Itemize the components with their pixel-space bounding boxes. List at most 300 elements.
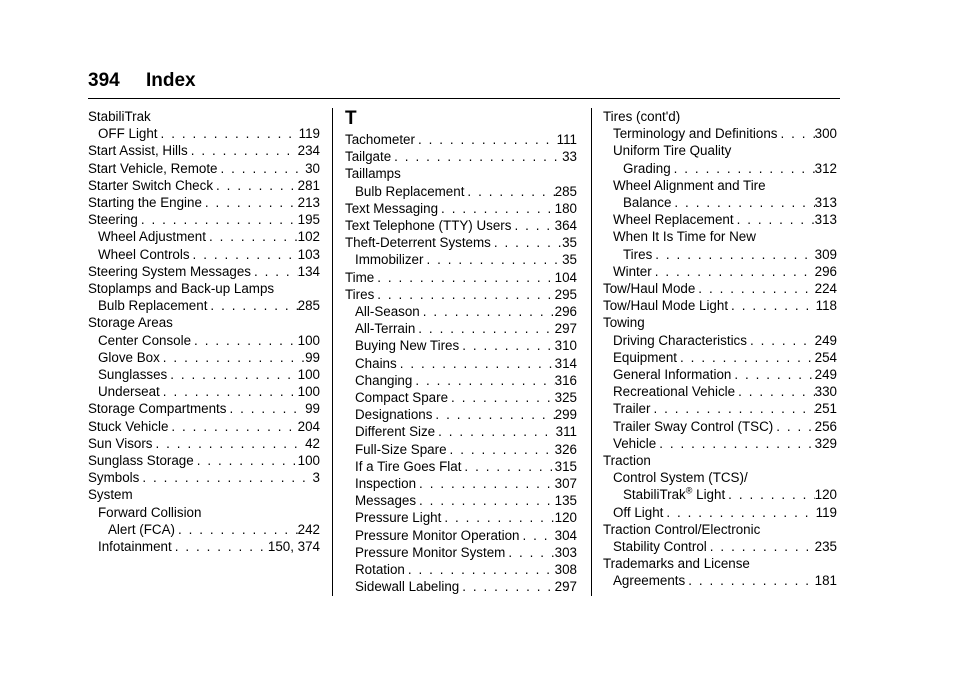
index-entry [345, 578, 577, 595]
index-entry [345, 527, 577, 544]
dot-leader [438, 200, 555, 217]
page-reference: 297 [554, 321, 577, 337]
index-entry [603, 297, 837, 314]
entry-term-text: Control System (TCS)/ [613, 470, 748, 486]
entry-term [355, 423, 435, 440]
index-entry [603, 555, 837, 572]
page-reference: 329 [814, 435, 837, 451]
dot-leader [397, 355, 555, 372]
entry-term [355, 492, 416, 509]
entry-term [98, 383, 160, 400]
page-reference: 315 [554, 458, 577, 474]
entry-term [613, 572, 685, 589]
entry-term [345, 234, 491, 251]
entry-term-text: Stoplamps and Back-up Lamps [88, 281, 275, 297]
entry-term [88, 418, 168, 435]
entry-term-text: Wheel Replacement [613, 212, 734, 228]
index-entry [603, 435, 837, 452]
index-entry [88, 297, 320, 314]
dot-leader [459, 337, 554, 354]
page-reference: 180 [554, 200, 577, 216]
page-reference: 316 [554, 372, 577, 388]
page-reference: 234 [297, 143, 320, 159]
page-reference: 120 [814, 487, 837, 503]
dot-leader [138, 211, 298, 228]
index-entry [345, 337, 577, 354]
entry-term [603, 297, 728, 314]
entry-term-text: System [88, 487, 133, 503]
index-entry [603, 314, 837, 331]
entry-term [345, 200, 438, 217]
index-entry [603, 177, 837, 194]
dot-leader [652, 246, 814, 263]
entry-term-text: StabiliTrak [623, 487, 686, 503]
index-entry [345, 165, 577, 182]
index-entry [88, 383, 320, 400]
entry-term-text: When It Is Time for New [613, 229, 756, 245]
index-entry [345, 131, 577, 148]
index-column-3 [603, 108, 837, 590]
page-reference: 224 [814, 281, 837, 297]
entry-term [98, 228, 206, 245]
entry-term-text: Center Console [98, 332, 192, 348]
entry-term-text: Different Size [355, 424, 436, 440]
dot-leader [190, 246, 298, 263]
page-reference: 308 [554, 562, 577, 578]
page-reference: 235 [814, 539, 837, 555]
entry-term [98, 538, 172, 555]
entry-term [613, 125, 778, 142]
page-reference: 313 [814, 212, 837, 228]
page-reference: 296 [814, 263, 837, 279]
dot-leader [695, 280, 814, 297]
dot-leader [420, 303, 555, 320]
entry-term [613, 142, 731, 159]
entry-term [88, 314, 173, 331]
entry-term-text: Recreational Vehicle [613, 384, 736, 400]
page-reference: 297 [554, 579, 577, 595]
dot-leader [734, 211, 815, 228]
page-reference: 249 [814, 332, 837, 348]
index-entry [345, 217, 577, 234]
column-divider [591, 108, 592, 596]
entry-term [355, 441, 447, 458]
dot-leader [207, 297, 297, 314]
index-entry [88, 504, 320, 521]
entry-term-text: Sunglass Storage [88, 453, 194, 469]
entry-term-text: Forward Collision [98, 504, 202, 520]
entry-term [345, 286, 374, 303]
entry-term [355, 372, 412, 389]
index-entry [603, 332, 837, 349]
page-reference: 42 [305, 435, 320, 451]
page-number: 394 [88, 70, 120, 91]
dot-leader [491, 234, 562, 251]
index-entry [345, 509, 577, 526]
entry-term-text: Inspection [355, 476, 417, 492]
entry-term-text: Equipment [613, 349, 678, 365]
entry-term-text: Infotainment [98, 539, 172, 555]
index-entry [88, 142, 320, 159]
index-entry [88, 263, 320, 280]
entry-term-text: Winter [613, 263, 652, 279]
index-entry [345, 234, 577, 251]
entry-term-text: Towing [603, 315, 645, 331]
index-entry [345, 389, 577, 406]
entry-term-text: General Information [613, 367, 732, 383]
entry-term-text: StabiliTrak [88, 109, 151, 124]
dot-leader [412, 372, 554, 389]
index-entry [345, 458, 577, 475]
entry-term [88, 263, 251, 280]
index-entry [603, 572, 837, 589]
entry-term [355, 475, 416, 492]
entry-term-text: Wheel Adjustment [98, 229, 206, 245]
page-header [88, 70, 840, 94]
dot-leader [671, 160, 815, 177]
dot-leader [416, 492, 555, 509]
entry-term [603, 521, 760, 538]
dot-leader [153, 435, 306, 452]
entry-term [98, 332, 191, 349]
index-entry [345, 303, 577, 320]
entry-term-text: Sidewall Labeling [355, 579, 460, 595]
page-reference: 99 [305, 349, 320, 365]
index-entry [345, 561, 577, 578]
page-reference: 181 [814, 573, 837, 589]
page-reference: 303 [554, 544, 577, 560]
page-reference: 312 [814, 160, 837, 176]
entry-term [603, 452, 651, 469]
entry-term-text: If a Tire Goes Flat [355, 458, 462, 474]
entry-term [355, 355, 397, 372]
dot-leader [416, 475, 555, 492]
entry-term [613, 228, 756, 245]
entry-term [88, 211, 138, 228]
page-reference: 102 [297, 229, 320, 245]
entry-term-text: Tires [623, 246, 653, 262]
dot-leader [650, 400, 814, 417]
page-reference: 285 [297, 298, 320, 314]
entry-term [345, 269, 374, 286]
dot-leader [652, 263, 815, 280]
dot-leader [725, 486, 814, 503]
entry-term [623, 486, 725, 503]
index-entry [345, 406, 577, 423]
entry-term-text: Chains [355, 355, 397, 371]
entry-term [355, 406, 432, 423]
entry-term-text: Time [345, 269, 375, 285]
page-reference: 310 [554, 338, 577, 354]
dot-leader [731, 366, 814, 383]
entry-term-text: Sun Visors [88, 435, 153, 451]
dot-leader [374, 269, 554, 286]
entry-term-text: Changing [355, 372, 413, 388]
index-entry [603, 211, 837, 228]
entry-term-text: Rotation [355, 562, 405, 578]
entry-term-text: All-Terrain [355, 321, 416, 337]
index-entry [603, 469, 837, 486]
entry-term [108, 521, 175, 538]
page-reference: 330 [814, 384, 837, 400]
page-reference: 304 [554, 527, 577, 543]
page-reference: 134 [297, 263, 320, 279]
index-entry [88, 332, 320, 349]
index-entry [603, 108, 837, 125]
entry-term-text: Trailer Sway Control (TSC) [613, 418, 774, 434]
page-reference: 195 [297, 212, 320, 228]
entry-term [613, 469, 748, 486]
entry-term [98, 366, 167, 383]
entry-term [613, 263, 652, 280]
index-entry [603, 486, 837, 503]
entry-term [88, 194, 202, 211]
dot-leader [226, 400, 305, 417]
entry-term-text: Start Vehicle, Remote [88, 160, 218, 176]
page-reference: 100 [297, 332, 320, 348]
index-entry [88, 125, 320, 142]
entry-term-suffix: Light [692, 487, 726, 503]
index-entry [345, 269, 577, 286]
page-reference: 100 [297, 453, 320, 469]
entry-term-text: Starter Switch Check [88, 177, 214, 193]
entry-term [88, 142, 188, 159]
page-reference: 119 [298, 126, 320, 142]
page-reference: 325 [554, 390, 577, 406]
entry-term [613, 177, 766, 194]
page-reference: 119 [815, 504, 837, 520]
index-entry [603, 125, 837, 142]
index-entry [345, 320, 577, 337]
entry-term [98, 349, 160, 366]
entry-term [613, 349, 677, 366]
index-entry [603, 538, 837, 555]
index-entry [345, 475, 577, 492]
index-entry [603, 142, 837, 159]
entry-term [603, 555, 750, 572]
page-reference: 99 [305, 401, 320, 417]
page-reference: 249 [814, 367, 837, 383]
dot-leader [213, 177, 298, 194]
index-entry [345, 441, 577, 458]
entry-term [623, 246, 652, 263]
entry-term [355, 389, 448, 406]
dot-leader [441, 509, 554, 526]
entry-term-text: Stability Control [613, 539, 707, 555]
index-entry [88, 452, 320, 469]
index-entry [603, 383, 837, 400]
page-reference: 307 [554, 476, 577, 492]
entry-term [345, 148, 391, 165]
entry-term [613, 383, 735, 400]
entry-term [88, 435, 153, 452]
page-reference: 35 [562, 252, 577, 268]
entry-term-text: Bulb Replacement [355, 183, 465, 199]
entry-term-text: Vehicle [613, 435, 657, 451]
entry-term-text: Traction [603, 453, 651, 469]
index-entry [88, 538, 320, 555]
index-entry [603, 400, 837, 417]
index-entry [88, 108, 320, 125]
page-reference: 111 [556, 132, 577, 147]
page-title: Index [146, 70, 196, 91]
index-entry [345, 492, 577, 509]
index-entry [345, 183, 577, 200]
dot-leader [415, 131, 557, 148]
entry-term-text: Tires (cont'd) [603, 109, 681, 124]
entry-term [603, 280, 695, 297]
dot-leader [511, 217, 554, 234]
dot-leader [158, 125, 299, 142]
page-reference: 30 [305, 160, 320, 176]
dot-leader [175, 521, 298, 538]
dot-leader [251, 263, 298, 280]
entry-term [355, 303, 420, 320]
page-reference: 296 [554, 304, 577, 320]
entry-term [623, 160, 671, 177]
section-letter: T [345, 108, 357, 129]
index-entry [88, 160, 320, 177]
page-reference: 295 [554, 286, 577, 302]
index-entry [603, 349, 837, 366]
entry-term-text: Immobilizer [355, 252, 424, 268]
entry-term-text: Tow/Haul Mode Light [603, 298, 729, 314]
page-reference: 285 [554, 183, 577, 199]
page-reference: 256 [814, 418, 837, 434]
index-entry [88, 194, 320, 211]
index-entry [88, 400, 320, 417]
entry-term [355, 527, 519, 544]
dot-leader [172, 538, 268, 555]
entry-term-text: Uniform Tire Quality [613, 143, 732, 159]
dot-leader [677, 349, 815, 366]
index-entry [345, 286, 577, 303]
entry-term [88, 486, 133, 503]
dot-leader [663, 504, 815, 521]
entry-term [88, 160, 218, 177]
index-entry [88, 177, 320, 194]
entry-term-text: Alert (FCA) [108, 521, 175, 537]
entry-term-text: Start Assist, Hills [88, 143, 188, 159]
entry-term-text: Steering System Messages [88, 263, 251, 279]
dot-leader [202, 194, 298, 211]
index-column-1 [88, 108, 320, 555]
index-entry [88, 246, 320, 263]
page-reference: 299 [554, 407, 577, 423]
dot-leader [773, 418, 814, 435]
entry-term-text: Messages [355, 493, 417, 509]
dot-leader [735, 383, 815, 400]
index-entry [88, 349, 320, 366]
page-reference: 204 [297, 418, 320, 434]
dot-leader [167, 366, 297, 383]
index-entry [603, 194, 837, 211]
page-reference: 254 [814, 349, 837, 365]
entry-term [613, 538, 707, 555]
index-entry [88, 435, 320, 452]
page-reference: 313 [814, 195, 837, 211]
page-reference: 35 [562, 235, 577, 251]
entry-term [355, 458, 461, 475]
index-entry [88, 228, 320, 245]
dot-leader [505, 544, 554, 561]
dot-leader [707, 538, 815, 555]
entry-term-text: Theft-Deterrent Systems [345, 235, 491, 251]
entry-term-text: All-Season [355, 304, 420, 320]
entry-term [355, 251, 423, 268]
entry-term-text: Compact Spare [355, 390, 449, 406]
dot-leader [685, 572, 814, 589]
entry-term-text: Balance [623, 195, 672, 211]
entry-term-text: Storage Areas [88, 315, 173, 331]
index-entry [603, 280, 837, 297]
registered-mark: ® [685, 486, 693, 496]
entry-term [355, 578, 459, 595]
dot-leader [459, 578, 554, 595]
dot-leader [432, 406, 554, 423]
index-entry [88, 521, 320, 538]
page-reference: 33 [562, 149, 577, 165]
entry-term [98, 504, 201, 521]
page-reference: 364 [554, 218, 577, 234]
entry-term [88, 108, 151, 125]
page-reference: 242 [297, 521, 320, 537]
page-reference: 213 [297, 195, 320, 211]
entry-term [613, 332, 747, 349]
entry-term-text: Designations [355, 407, 433, 423]
entry-term-text: Off Light [613, 504, 664, 520]
entry-term-text: Bulb Replacement [98, 298, 208, 314]
index-entry [603, 160, 837, 177]
index-entry [88, 280, 320, 297]
entry-term [613, 400, 650, 417]
dot-leader [435, 423, 556, 440]
entry-term [623, 194, 671, 211]
index-entry [345, 372, 577, 389]
index-entry [345, 148, 577, 165]
entry-term [88, 177, 213, 194]
entry-term [613, 366, 731, 383]
index-entry [345, 423, 577, 440]
index-column-2 [345, 108, 577, 595]
entry-term-text: Wheel Alignment and Tire [613, 177, 766, 193]
dot-leader [464, 183, 554, 200]
entry-term [98, 246, 190, 263]
page-reference: 251 [814, 401, 837, 417]
entry-term [355, 509, 441, 526]
entry-term-text: Tires [345, 286, 375, 302]
entry-term [355, 320, 415, 337]
page-reference: 118 [815, 298, 837, 314]
entry-term-text: Text Telephone (TTY) Users [345, 218, 512, 234]
entry-term [88, 280, 274, 297]
entry-term [355, 337, 459, 354]
dot-leader [168, 418, 297, 435]
entry-term [345, 131, 415, 148]
index-entry [88, 418, 320, 435]
dot-leader [519, 527, 554, 544]
dot-leader [778, 125, 815, 142]
dot-leader [448, 389, 555, 406]
page-reference: 103 [297, 246, 320, 262]
entry-term-text: Stuck Vehicle [88, 418, 169, 434]
index-entry [88, 469, 320, 486]
entry-term [88, 452, 194, 469]
dot-leader [139, 469, 312, 486]
entry-term [355, 561, 405, 578]
entry-term-text: Terminology and Definitions [613, 126, 778, 142]
entry-term-text: Pressure Light [355, 510, 442, 526]
